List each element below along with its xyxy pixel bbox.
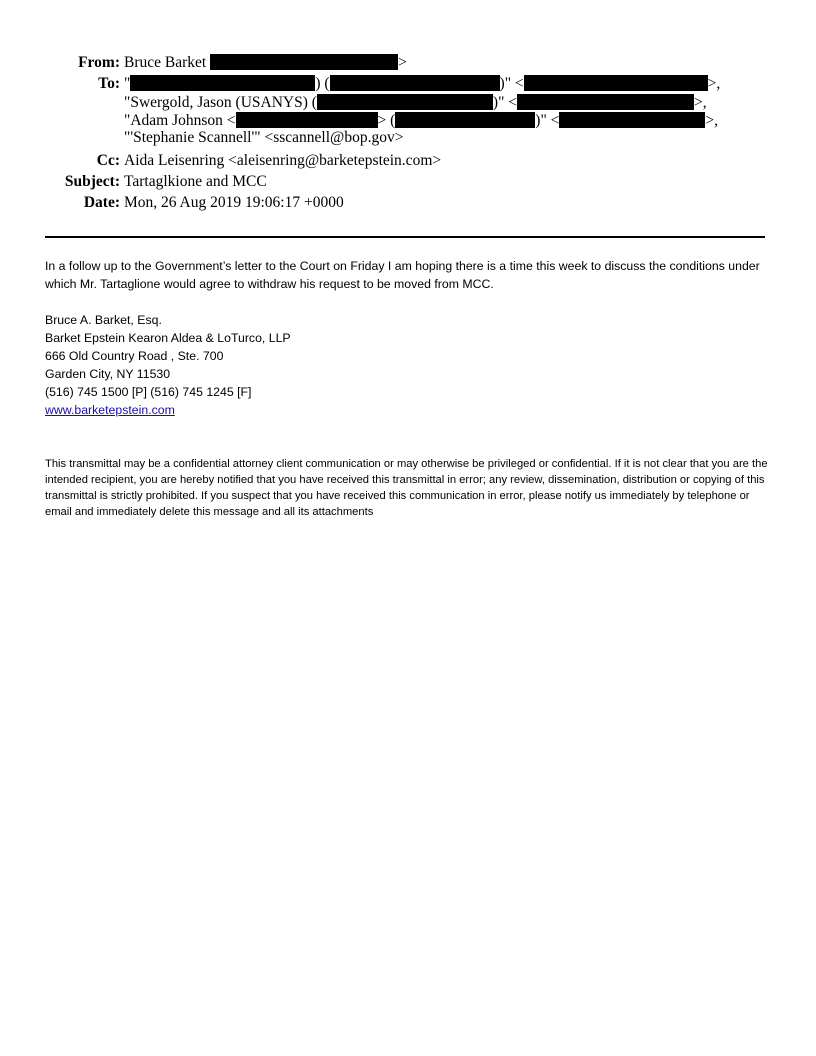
email-header — [0, 52, 816, 213]
to-text: "Swergold, Jason (USANYS) ( — [124, 94, 317, 111]
cc-row — [0, 150, 816, 171]
signature-phone: (516) 745 1500 [P] (516) 745 1245 [F] — [45, 385, 252, 399]
redaction-block — [395, 112, 535, 128]
from-row — [0, 52, 816, 73]
email-body — [45, 257, 775, 419]
to-row — [0, 73, 816, 94]
subject-row — [0, 171, 816, 192]
redaction-block — [559, 112, 705, 128]
from-name: Bruce Barket — [124, 54, 207, 71]
date-row — [0, 192, 816, 213]
signature-name: Bruce A. Barket, Esq. — [45, 313, 162, 327]
to-row-4 — [0, 129, 816, 147]
to-text: >, — [707, 75, 721, 92]
to-line-2 — [124, 94, 707, 112]
to-text: "Adam Johnson < — [124, 111, 236, 129]
redaction-block — [317, 94, 493, 110]
subject-value: Tartaglkione and MCC — [124, 172, 267, 190]
signature-address-line-1: 666 Old Country Road , Ste. 700 — [45, 349, 224, 363]
from-value — [124, 52, 407, 73]
signature-firm: Barket Epstein Kearon Aldea & LoTurco, LLP — [45, 331, 291, 345]
redaction-block — [210, 54, 398, 70]
signature-address-line-2: Garden City, NY 11530 — [45, 367, 171, 381]
signature-block — [45, 311, 775, 419]
to-label: To: — [98, 75, 120, 92]
subject-label: Subject: — [64, 172, 120, 190]
to-text: ) ( — [315, 75, 330, 92]
to-line-3 — [124, 112, 718, 130]
to-text: )" < — [535, 111, 560, 129]
to-line-4: "'Stephanie Scannell'" <sscannell@bop.gov> — [124, 129, 404, 146]
confidentiality-disclaimer: This transmittal may be a confidential attorney client communication or may otherwise be privileged or confidential. If it is not clear that you are the intended recipient, you are hereby notified that you have received this transmittal in error; any review, dissemination, distribution or copying of this transmittal is strictly prohibited. If you suspect that you have received this communication in error, please notify us immediately by telephone or email and immediately delete this message and all its attachments — [45, 458, 768, 518]
redaction-block — [130, 75, 315, 91]
website-link[interactable]: www.barketepstein.com — [45, 403, 175, 417]
redaction-block — [517, 94, 694, 110]
to-text: )" < — [492, 94, 518, 111]
redaction-block — [236, 112, 378, 128]
to-text: >, — [705, 111, 719, 129]
redaction-block — [330, 75, 500, 91]
from-label: From: — [78, 54, 120, 71]
to-text: " — [124, 75, 131, 92]
to-row-2 — [0, 94, 816, 112]
cc-label: Cc: — [96, 151, 120, 169]
to-row-3 — [0, 112, 816, 130]
date-value: Mon, 26 Aug 2019 19:06:17 +0000 — [124, 193, 344, 211]
to-text: > ( — [377, 111, 396, 129]
message-paragraph: In a follow up to the Government’s letter to the Court on Friday I am hoping there is a time this week to discuss the conditions under which Mr. Tartaglione would agree to withdraw his request to be moved from MCC. — [45, 259, 760, 291]
to-text: >, — [694, 94, 707, 111]
to-text: )" < — [499, 75, 524, 92]
cc-value: Aida Leisenring <aleisenring@barketepstein.com> — [124, 151, 442, 169]
from-close: > — [398, 54, 407, 71]
header-divider — [45, 236, 765, 238]
date-label: Date: — [83, 193, 120, 211]
redaction-block — [524, 75, 708, 91]
to-line-1 — [124, 73, 720, 94]
